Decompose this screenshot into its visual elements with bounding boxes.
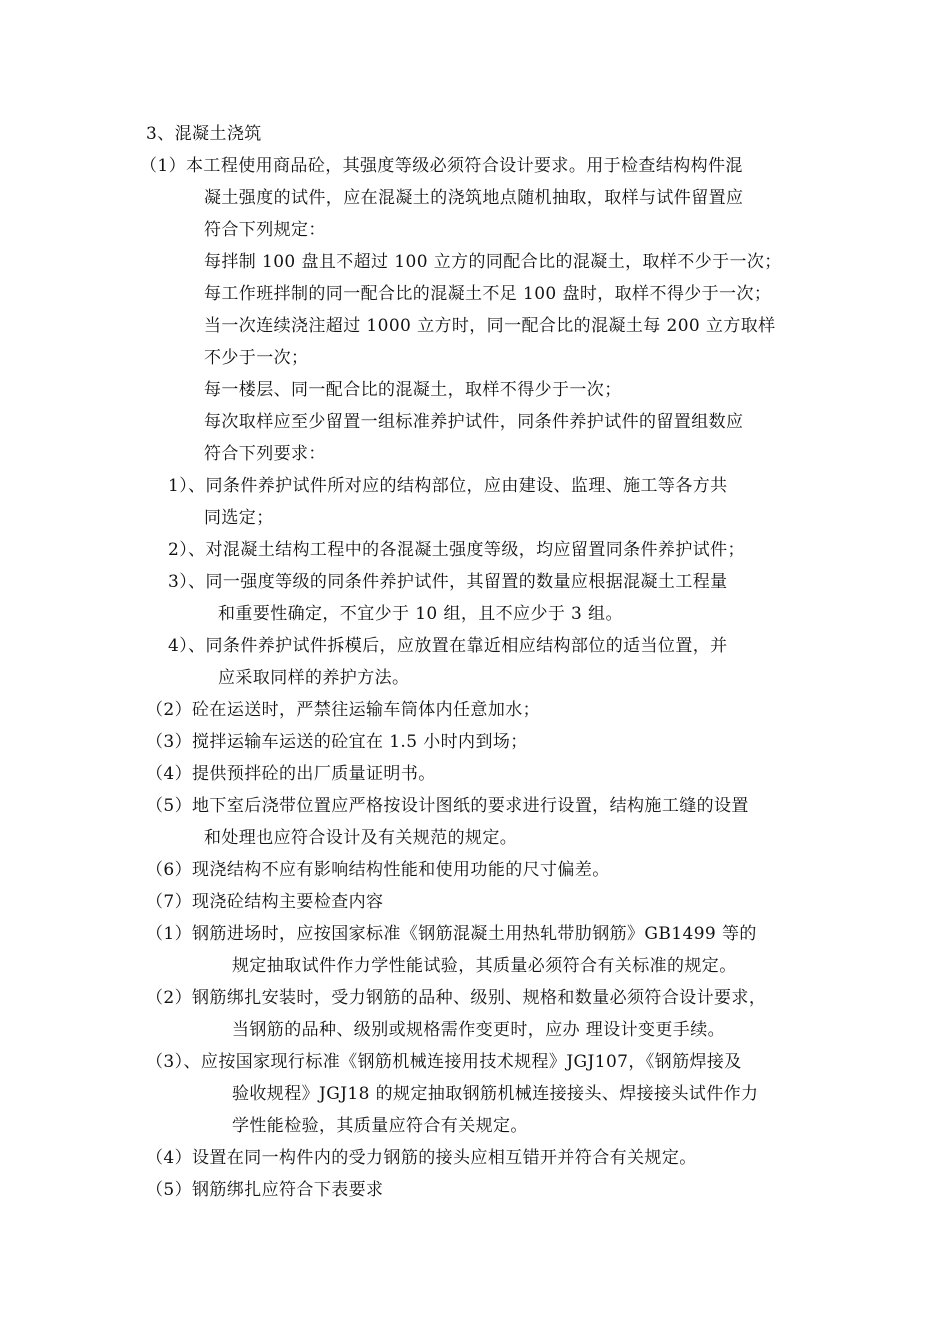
paragraph-line: （1）本工程使用商品砼，其强度等级必须符合设计要求。用于检查结构构件混	[140, 156, 743, 176]
list-item: 2）、对混凝土结构工程中的各混凝土强度等级，均应留置同条件养护试件；	[168, 540, 745, 560]
paragraph-line: 不少于一次；	[204, 348, 309, 368]
list-item-continuation: 同选定；	[204, 508, 274, 528]
paragraph-line: 学性能检验，其质量应符合有关规定。	[232, 1116, 528, 1136]
list-item: 4）、同条件养护试件拆模后，应放置在靠近相应结构部位的适当位置，并	[168, 636, 728, 656]
paragraph-line: （2）砼在运送时，严禁往运输车筒体内任意加水；	[146, 700, 541, 720]
paragraph-line: （1）钢筋进场时，应按国家标准《钢筋混凝土用热轧带肋钢筋》GB1499 等的	[146, 924, 757, 944]
paragraph-line: （4）设置在同一构件内的受力钢筋的接头应相互错开并符合有关规定。	[146, 1148, 697, 1168]
list-item: 1）、同条件养护试件所对应的结构部位，应由建设、监理、施工等各方共	[168, 476, 728, 496]
section-heading: 3、混凝土浇筑	[146, 124, 262, 144]
paragraph-line: （3）搅拌运输车运送的砼宜在 1.5 小时内到场；	[146, 732, 528, 752]
paragraph-line: 每拌制 100 盘且不超过 100 立方的同配合比的混凝土，取样不少于一次；	[204, 252, 782, 272]
paragraph-line: 凝土强度的试件，应在混凝土的浇筑地点随机抽取，取样与试件留置应	[204, 188, 744, 208]
paragraph-line: （6）现浇结构不应有影响结构性能和使用功能的尺寸偏差。	[146, 860, 610, 880]
paragraph-line: （2）钢筋绑扎安装时，受力钢筋的品种、级别、规格和数量必须符合设计要求，	[146, 988, 767, 1008]
paragraph-line: 每次取样应至少留置一组标准养护试件，同条件养护试件的留置组数应	[204, 412, 744, 432]
paragraph-line: 当钢筋的品种、级别或规格需作变更时，应办 理设计变更手续。	[232, 1020, 726, 1040]
paragraph-line: 和处理也应符合设计及有关规范的规定。	[204, 828, 518, 848]
paragraph-line: 验收规程》JGJ18 的规定抽取钢筋机械连接接头、焊接接头试件作力	[232, 1084, 759, 1104]
paragraph-line: 当一次连续浇注超过 1000 立方时，同一配合比的混凝土每 200 立方取样	[204, 316, 776, 336]
paragraph-line: 每一楼层、同一配合比的混凝土，取样不得少于一次；	[204, 380, 622, 400]
paragraph-line: （5）地下室后浇带位置应严格按设计图纸的要求进行设置，结构施工缝的设置	[146, 796, 749, 816]
list-item-continuation: 和重要性确定，不宜少于 10 组，且不应少于 3 组。	[218, 604, 623, 624]
list-item-continuation: 应采取同样的养护方法。	[218, 668, 410, 688]
paragraph-line: （4）提供预拌砼的出厂质量证明书。	[146, 764, 436, 784]
paragraph-line: 符合下列规定：	[204, 220, 326, 240]
paragraph-line: 规定抽取试件作力学性能试验，其质量必须符合有关标准的规定。	[232, 956, 737, 976]
list-item: 3）、同一强度等级的同条件养护试件，其留置的数量应根据混凝土工程量	[168, 572, 728, 592]
paragraph-line: （7）现浇砼结构主要检查内容	[146, 892, 384, 912]
paragraph-line: （3）、应按国家现行标准《钢筋机械连接用技术规程》JGJ107，《钢筋焊接及	[146, 1052, 742, 1072]
paragraph-line: （5）钢筋绑扎应符合下表要求	[146, 1180, 384, 1200]
paragraph-line: 每工作班拌制的同一配合比的混凝土不足 100 盘时，取样不得少于一次；	[204, 284, 772, 304]
paragraph-line: 符合下列要求：	[204, 444, 326, 464]
